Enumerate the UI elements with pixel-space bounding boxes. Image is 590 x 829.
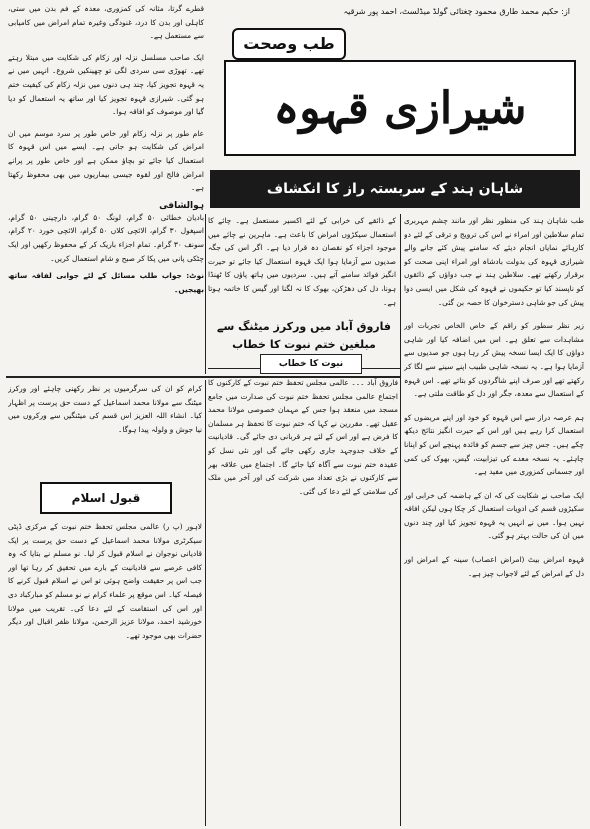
column-divider-right [400, 214, 401, 826]
column-divider-left [205, 214, 206, 374]
article-subhead: شاہان ہند کے سربستہ راز کا انکشاف [210, 170, 580, 208]
right-paragraph-1: طب شاہان ہند کی منظور نظر اور مانند چشم مہربری تمام سلاطین اور امراء نے اس کی ترویج و ترقی کے لئے دو کارہائے نمایاں انجام دیئے کہ سامنے پیش کئے جانے والے شیرازی قہوہ کی بدولت بادشاہ اور امراء اپنی صحت کو برقرار رکھتے تھے۔ سلاطین ہند نے جب دواؤں کے ذائقوں کو ناپسند کیا تو حکیموں نے قہوہ کی شکل میں ایسی دوا پیش کی جو شاہی دسترخوان کا حصہ بن گئی۔ [404, 216, 584, 307]
left-news-body: لاہور (پ ر) عالمی مجلس تحفظ ختم نبوت کے مرکزی ڈپٹی سیکرٹری مولانا محمد اسماعیل کے دست حق پرست پر ایک قادیانی نوجوان نے اسلام قبول کر لیا۔ نو مسلم نے بتایا کہ وہ کافی عرصے سے قادیانیت کے بارے میں تحقیق کر رہا تھا اور جب اس پر حقیقت واضح ہوئی تو اس نے اسلام قبول کرنے کا فیصلہ کیا۔ اس موقع پر علماء کرام نے نو مسلم کو مبارکباد دی اور اس کی استقامت کے لئے دعا کی۔ تقریب میں مولانا خورشید احمد، مولانا عزیز الرحمن، مولانا ظفر اقبال اور دیگر حضرات بھی موجود تھے۔ [8, 522, 202, 640]
left-note: نوٹ: جواب طلب مسائل کے لئے جوابی لفافہ ساتھ بھیجیں۔ [8, 271, 204, 294]
news-subtitle: نبوت کا خطاب [260, 354, 362, 374]
left-news-body-column [8, 520, 202, 824]
qubool-islam-title: قبول اسلام [40, 482, 172, 514]
left-paragraph-1: قطرے گرتا، مثانہ کی کمزوری، معدہ کے فم بدن میں ستی، کاہلی اور بدن کا درد، غنودگی وغیرہ تمام امراض میں کامیابی سے مستعمل ہے۔ [8, 4, 204, 41]
left-news-intro-column [8, 382, 202, 478]
column-divider-news [205, 380, 206, 826]
article-title: شیرازی قہوہ [224, 60, 576, 156]
right-paragraph-3: ہم عرصہ دراز سے اس قہوہ کو خود اور اپنے مریضوں کو استعمال کرا رہے ہیں اور اس کے حیرت انگیز نتائج دیکھ چکے ہیں۔ جس چیز سے جسم کو فائدہ پہنچے اس کو اپنانا چاہئے۔ یہ نسخہ معدے کی تیزابیت، گیس، بھوک کی کمی اور جسمانی کمزوری میں مفید ہے۔ [404, 412, 584, 477]
byline: از: حکیم محمد طارق محمود چغتائی گولڈ میڈلسٹ، احمد پور شرقیہ [343, 7, 570, 16]
left-paragraph-2: ایک صاحب مسلسل نزلہ اور زکام کی شکایت میں مبتلا رہتے تھے۔ تھوڑی سی سردی لگی تو چھینکیں شروع۔ انہیں میں نے یہ قہوہ تجویز کیا، چند ہی دنوں میں نزلہ زکام کی کیفیت ختم ہو گئی۔ شیرازی قہوہ تجویز کیا اور ساتھ یہ استعمال کو دیا گیا اور موصوف کو افاقہ ہوا۔ [8, 52, 204, 117]
right-paragraph-4: ایک صاحب نے شکایت کی کہ ان کے ہاضمہ کی خرابی اور سکیڑوں قسم کی ادویات استعمال کر چکا ہوں لیکن افاقہ نہیں ہوا۔ میں نے انہیں یہ قہوہ تجویز کیا اور چند دنوں میں ان کی حالت بہتر ہو گئی۔ [404, 490, 584, 541]
middle-column [208, 214, 396, 314]
section-tag: طب وصحت [232, 28, 346, 60]
remedy-heading: ہوالشافی [159, 200, 204, 211]
left-column [8, 2, 204, 372]
left-paragraph-3: عام طور پر نزلہ زکام اور خاص طور پر سرد موسم میں ان امراض کی شکایت ہو جاتی ہے۔ ایسے میں اس قہوہ کا استعمال کیا جائے تو بچاؤ ممکن ہے اور خاص طور پر پرانے امراض فالج اور لقوہ جیسی بیماریوں میں بھی محفوظ رکھتا ہے۔ [8, 128, 204, 193]
middle-paragraph-1: کے ذائقے کی خرابی کے لئے اکسیر مستعمل ہے۔ چائے کا استعمال سیکڑوں امراض کا باعث ہے۔ ماہرین نے چائے میں موجود اجزاء کو نقصان دہ قرار دیا ہے۔ اگر اس کی جگہ صدیوں سے آزمایا ہوا ایک قہوہ استعمال کیا جائے تو حیرت انگیز فوائد سامنے آتے ہیں۔ سردیوں میں ہاتھ پاؤں کا ٹھنڈا ہونا، دل کی دھڑکن، بھوک کا نہ لگنا اور گیس کا خاتمہ ہوتا ہے۔ [208, 216, 396, 307]
left-paragraph-4: بادیان خطائی ۵۰ گرام، لونگ ۵۰ گرام، دارچینی ۵۰ گرام، اسپغول ۳۰ گرام، الائچی کلاں ۵۰ گرام، الائچی خورد ۲۰ گرام، سونف ۳۰ گرام۔ تمام اجزاء باریک کر کے محفوظ رکھیں اور ایک چٹکی پانی میں پکا کر صبح و شام استعمال کریں۔ [8, 212, 204, 263]
news-headline: فاروق آباد میں ورکرز میٹنگ سے مبلغین ختم نبوت کا خطاب [208, 318, 400, 369]
news-body: فاروق آباد ۔۔۔ عالمی مجلس تحفظ ختم نبوت کے کارکنوں کا اجتماع عالمی مجلس تحفظ ختم نبوت کی صدارت میں جامع مسجد میں منعقد ہوا جس کے مہمان خصوصی مولانا محمد عقیل تھے۔ مقررین نے کہا کہ ختم نبوت کا تحفظ ہر مسلمان کا فرض ہے اور اس کے لئے ہر قربانی دی جائے گی۔ قادیانیت کے خلاف جدوجہد جاری رکھی جائے گی اور نئی نسل کو عقیدہ ختم نبوت سے آگاہ کیا جائے گا۔ اجتماع میں علاقہ بھر سے کارکنوں نے بڑی تعداد میں شرکت کی اور آخر میں ملک کی سلامتی کے لئے دعا کی گئی۔ [208, 378, 398, 496]
left-news-intro: کرام کو ان کی سرگرمیوں پر نظر رکھنی چاہئے اور ورکرز میٹنگ سے مولانا محمد اسماعیل کے دست حق پرست پر اظہار کیا۔ انشاء اللہ العزیز اس قسم کی میٹنگیں سے ورکروں میں نیا جوش و ولولہ پیدا ہوگا۔ [8, 384, 202, 434]
right-paragraph-2: زیر نظر سطور کو راقم کے خاص الخاص تجربات اور مشاہدات سے تعلق ہے۔ اس میں اضافہ کیا اور شاہی دواؤں کا ایک ایسا نسخہ پیش کر رہا ہوں جو صدیوں سے آزمایا ہوا ہے۔ یہ نسخہ شاہی طبیب اپنے سینے سے لگا کر رکھتے تھے اور صرف اپنے شاگردوں کو بتاتے تھے۔ اس قہوہ کے استعمال سے معدہ، جگر اور دل کو طاقت ملتی ہے۔ [404, 321, 584, 399]
right-paragraph-5: قہوہ امراض بیٹ (امراض اعصاب) سینہ کے امراض اور دل کے امراض کے لئے لاجواب چیز ہے۔ [404, 555, 584, 578]
right-column [404, 214, 584, 824]
news-body-column [208, 376, 398, 824]
